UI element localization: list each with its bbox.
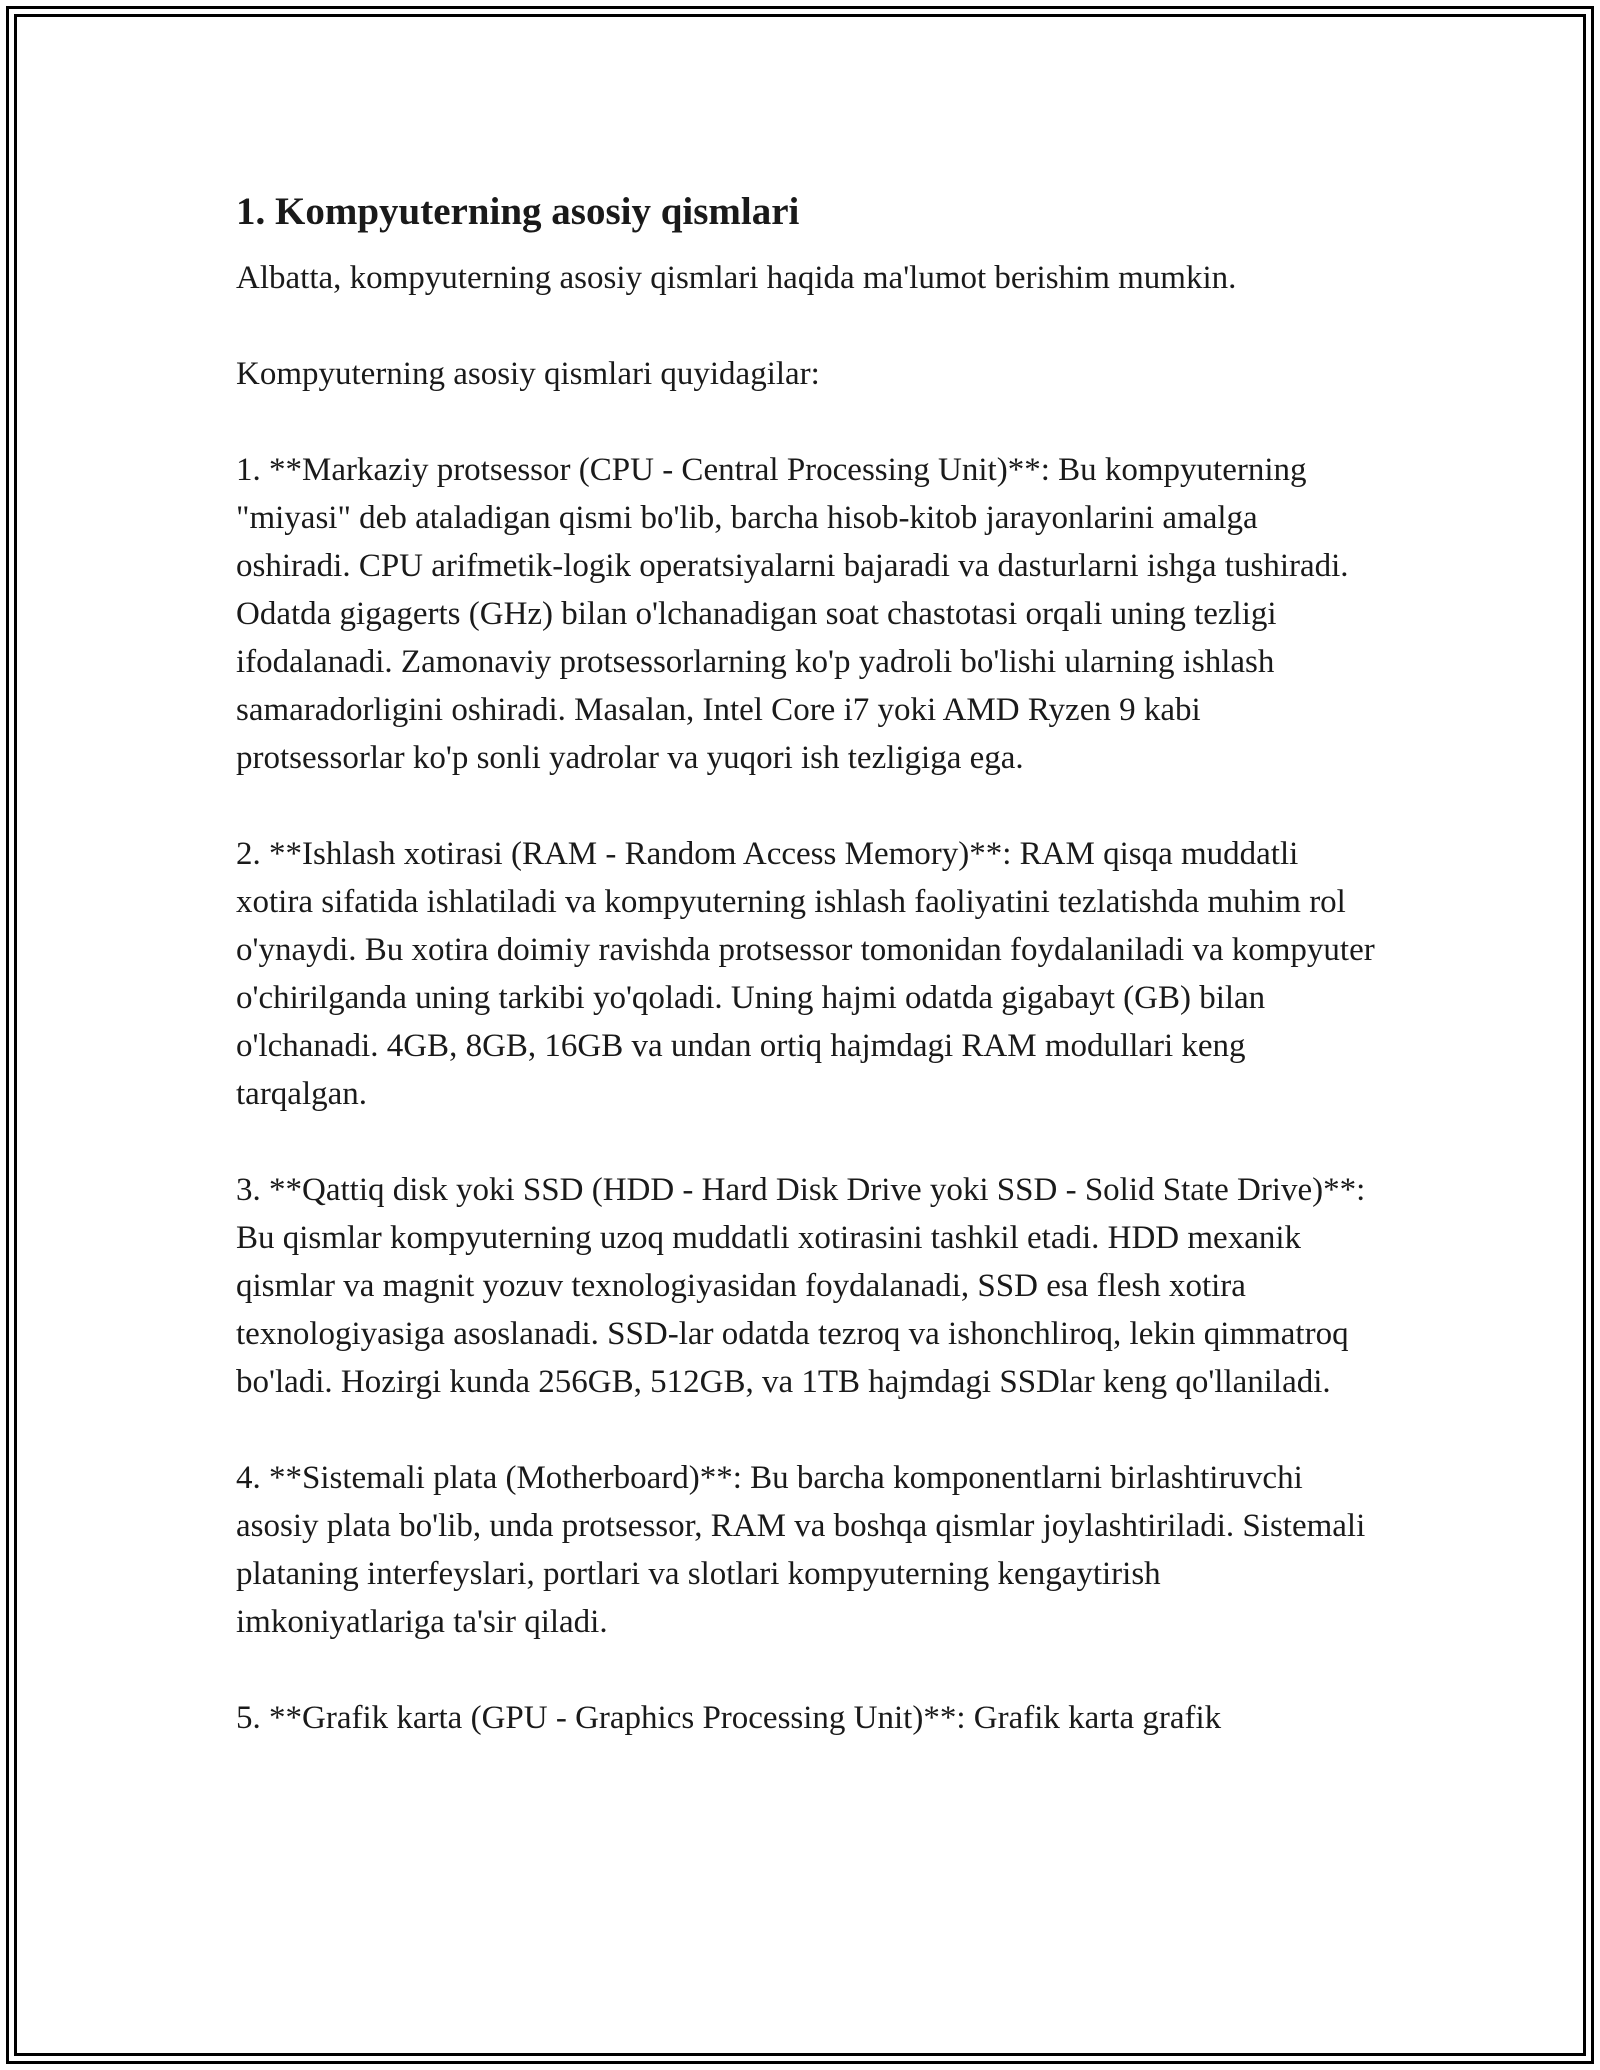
list-item-storage: 3. **Qattiq disk yoki SSD (HDD - Hard Disk Drive yoki SSD - Solid State Drive)**: Bu qismlar kompyuterning uzoq muddatli xotirasini tashkil etadi. HDD mexanik qismlar va magnit yozuv texnologiyasidan foydalanadi, SSD esa flesh xotira texnologiyasiga asoslanadi. SSD-lar odatda tezroq va ishonchliroq, lekin qimmatroq bo'ladi. Hozirgi kunda 256GB, 512GB, va 1TB hajmdagi SSDlar keng qo'llaniladi. (236, 1172, 1366, 1400)
document-heading: 1. Kompyuterning asosiy qismlari (236, 190, 800, 233)
list-item-gpu: 5. **Grafik karta (GPU - Graphics Processing Unit)**: Grafik karta grafik (236, 1700, 1222, 1736)
intro-paragraph: Albatta, kompyuterning asosiy qismlari haqida ma'lumot berishim mumkin. (236, 260, 1237, 296)
lead-paragraph: Kompyuterning asosiy qismlari quyidagilar: (236, 356, 820, 392)
list-item-motherboard: 4. **Sistemali plata (Motherboard)**: Bu barcha komponentlarni birlashtiruvchi asosiy plata bo'lib, unda protsessor, RAM va boshqa qismlar joylashtiriladi. Sistemali plataning interfeyslari, portlari va slotlari kompyuterning kengaytirish imkoniyatlariga ta'sir qiladi. (236, 1460, 1366, 1640)
document-page (236, 184, 1376, 1742)
list-item-cpu: 1. **Markaziy protsessor (CPU - Central Processing Unit)**: Bu kompyuterning "miyasi" deb ataladigan qismi bo'lib, barcha hisob-kitob jarayonlarini amalga oshiradi. CPU arifmetik-logik operatsiyalarni bajaradi va dasturlarni ishga tushiradi. Odatda gigagerts (GHz) bilan o'lchanadigan soat chastotasi orqali uning tezligi ifodalanadi. Zamonaviy protsessorlarning ko'p yadroli bo'lishi ularning ishlash samaradorligini oshiradi. Masalan, Intel Core i7 yoki AMD Ryzen 9 kabi protsessorlar ko'p sonli yadrolar va yuqori ish tezligiga ega. (236, 452, 1349, 776)
list-item-ram: 2. **Ishlash xotirasi (RAM - Random Access Memory)**: RAM qisqa muddatli xotira sifatida ishlatiladi va kompyuterning ishlash faoliyatini tezlatishda muhim rol o'ynaydi. Bu xotira doimiy ravishda protsessor tomonidan foydalaniladi va kompyuter o'chirilganda uning tarkibi yo'qoladi. Uning hajmi odatda gigabayt (GB) bilan o'lchanadi. 4GB, 8GB, 16GB va undan ortiq hajmdagi RAM modullari keng tarqalgan. (236, 836, 1375, 1112)
